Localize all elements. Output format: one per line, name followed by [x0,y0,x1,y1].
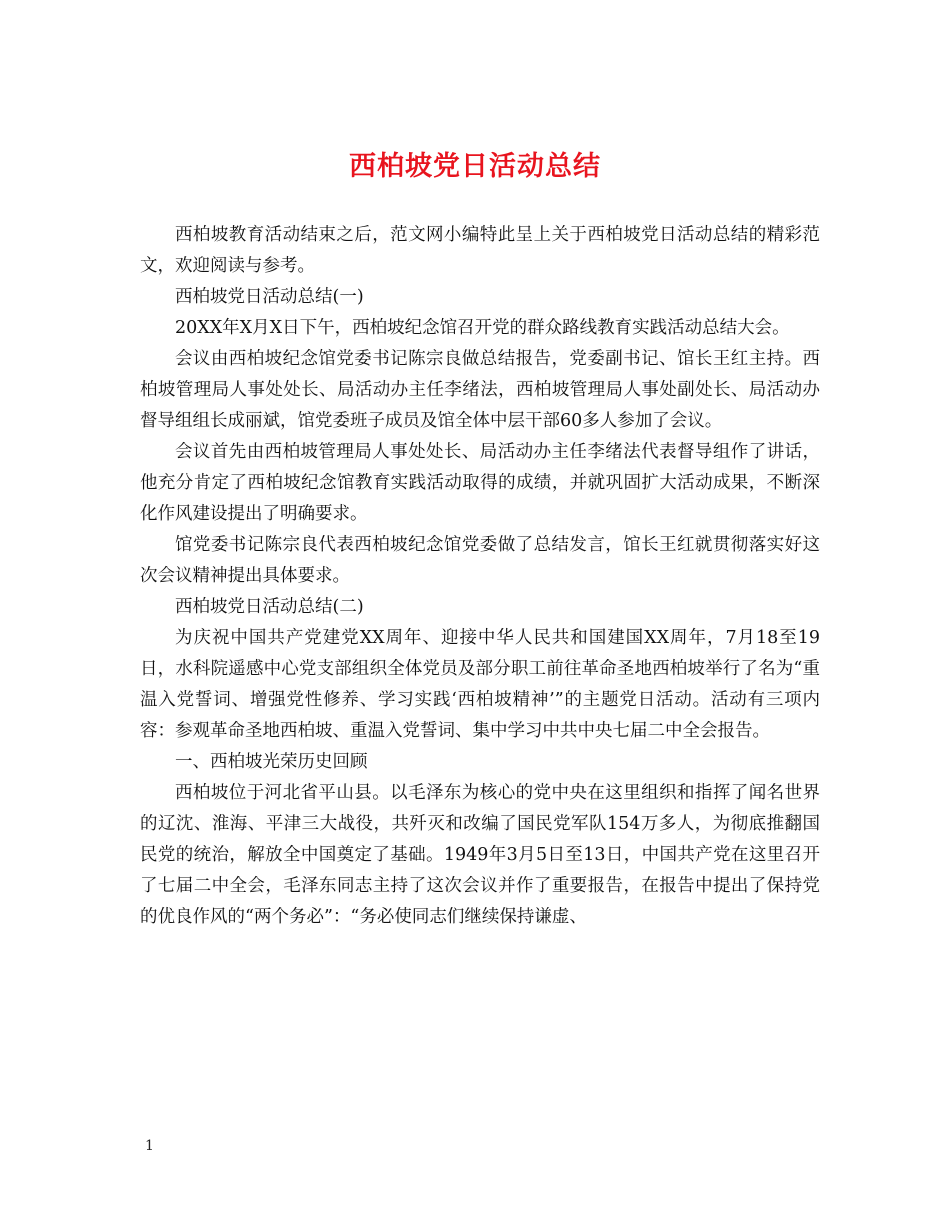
document-body [140,220,820,933]
paragraph: 馆党委书记陈宗良代表西柏坡纪念馆党委做了总结发言，馆长王红就贯彻落实好这次会议精神提出具体要求。 [140,535,820,586]
paragraph: 为庆祝中国共产党建党XX周年、迎接中华人民共和国建国XX周年，7月18至19日，水科院遥感中心党支部组织全体党员及部分职工前往革命圣地西柏坡举行了名为“重温入党誓词、增强党性修养、学习实践‘西柏坡精神’”的主题党日活动。活动有三项内容：参观革命圣地西柏坡、重温入党誓词、集中学习中共中央七届二中全会报告。 [140,628,820,741]
section-heading-1: 西柏坡党日活动总结(一) [175,287,364,307]
page-number: 1 [145,1138,154,1154]
section-heading-2: 西柏坡党日活动总结(二) [175,597,364,617]
document-title: 西柏坡党日活动总结 [349,151,601,182]
paragraph: 会议首先由西柏坡管理局人事处处长、局活动办主任李绪法代表督导组作了讲话，他充分肯定了西柏坡纪念馆教育实践活动取得的成绩，并就巩固扩大活动成果，不断深化作风建设提出了明确要求。 [140,442,820,524]
paragraph: 20XX年X月X日下午，西柏坡纪念馆召开党的群众路线教育实践活动总结大会。 [175,318,790,338]
paragraph: 西柏坡位于河北省平山县。以毛泽东为核心的党中央在这里组织和指挥了闻名世界的辽沈、淮海、平津三大战役，共歼灭和改编了国民党军队154万多人，为彻底推翻国民党的统治，解放全中国奠定了基础。1949年3月5日至13日，中国共产党在这里召开了七届二中全会，毛泽东同志主持了这次会议并作了重要报告，在报告中提出了保持党的优良作风的“两个务必”：“务必使同志们继续保持谦虚、 [140,783,820,927]
paragraph: 会议由西柏坡纪念馆党委书记陈宗良做总结报告，党委副书记、馆长王红主持。西柏坡管理局人事处处长、局活动办主任李绪法，西柏坡管理局人事处副处长、局活动办督导组组长成丽斌，馆党委班子成员及馆全体中层干部60多人参加了会议。 [140,349,820,431]
subsection-heading: 一、西柏坡光荣历史回顾 [175,752,368,772]
paragraph-intro: 西柏坡教育活动结束之后，范文网小编特此呈上关于西柏坡党日活动总结的精彩范文，欢迎阅读与参考。 [140,225,820,276]
